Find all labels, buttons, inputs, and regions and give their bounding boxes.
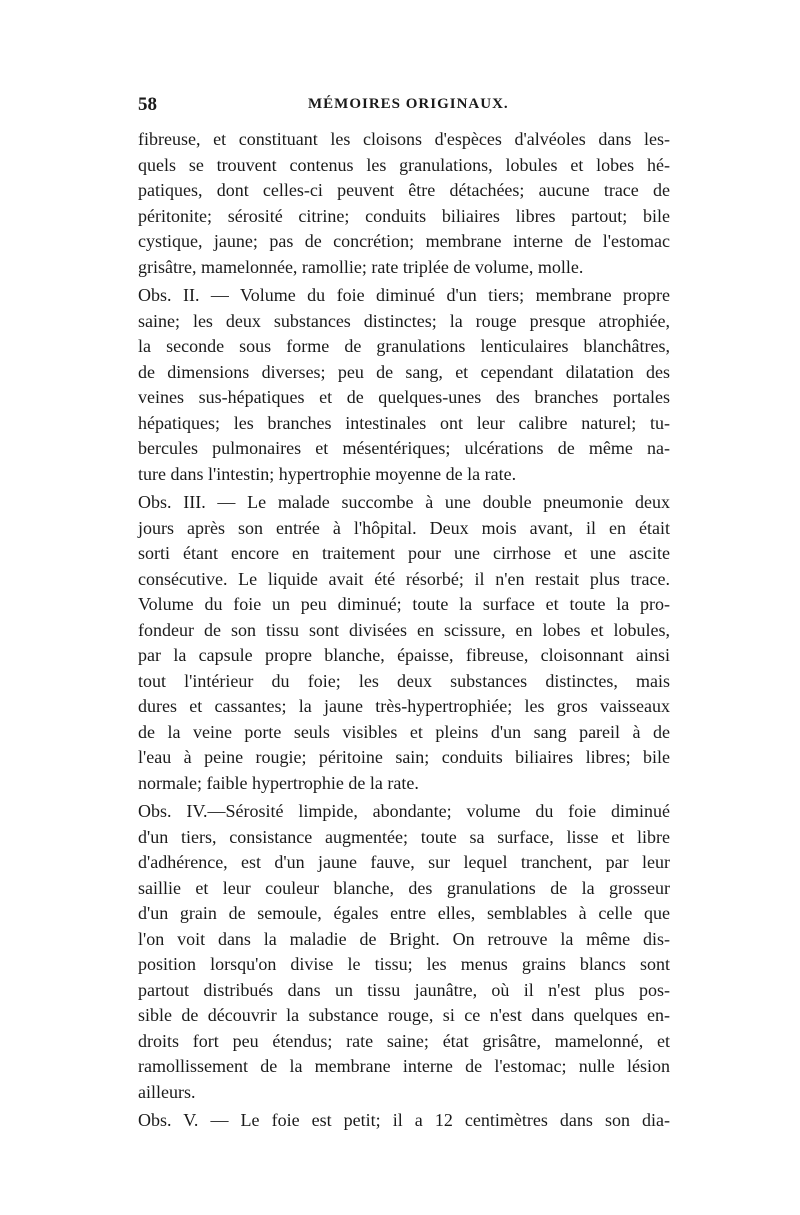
text-line: partout distribués dans un tissu jaunâtre, où il n'est plus pos- bbox=[138, 979, 670, 1000]
text-line: bercules pulmonaires et mésentériques; ulcérations de même na- bbox=[138, 438, 670, 458]
text-line: Obs. V. — Le foie est petit; il a 12 centimètres dans son dia- bbox=[138, 1110, 670, 1130]
text-line: position lorsqu'on divise le tissu; les menus grains blancs sont bbox=[138, 954, 670, 974]
paragraph-obs-5 bbox=[138, 1108, 670, 1134]
text-line: d'un tiers, consistance augmentée; toute sa surface, lisse et libre bbox=[138, 826, 670, 847]
text-line: hépatiques; les branches intestinales ont leur calibre naturel; tu- bbox=[138, 412, 670, 433]
paragraph-obs-4 bbox=[138, 799, 670, 1105]
page-number: 58 bbox=[138, 94, 157, 115]
text-line: fibreuse, et constituant les cloisons d'espèces d'alvéoles dans les- bbox=[138, 129, 670, 149]
text-line: ramollissement de la membrane interne de l'estomac; nulle lésion bbox=[138, 1056, 670, 1076]
text-line: droits fort peu étendus; rate saine; état grisâtre, mamelonné, et bbox=[138, 1030, 670, 1051]
running-title: MÉMOIRES ORIGINAUX. bbox=[308, 96, 509, 112]
text-line: fondeur de son tissu sont divisées en scissure, en lobes et lobules, bbox=[138, 619, 670, 640]
text-line: par la capsule propre blanche, épaisse, fibreuse, cloisonnant ainsi bbox=[138, 645, 670, 665]
text-line: d'adhérence, est d'un jaune fauve, sur lequel tranchent, par leur bbox=[138, 852, 670, 872]
text-line: patiques, dont celles-ci peuvent être détachées; aucune trace de bbox=[138, 180, 670, 200]
text-line: de la veine porte seuls visibles et pleins d'un sang pareil à de bbox=[138, 721, 670, 742]
paragraph-obs-3 bbox=[138, 490, 670, 796]
text-line: quels se trouvent contenus les granulations, lobules et lobes hé- bbox=[138, 154, 670, 175]
text-line: grisâtre, mamelonnée, ramollie; rate triplée de volume, molle. bbox=[138, 256, 584, 277]
text-line: sible de découvrir la substance rouge, si ce n'est dans quelques en- bbox=[138, 1005, 670, 1025]
paragraph-obs-2 bbox=[138, 283, 670, 487]
running-header bbox=[138, 94, 670, 118]
text-line: Obs. IV.—Sérosité limpide, abondante; volume du foie diminué bbox=[138, 801, 670, 821]
text-line: Obs. III. — Le malade succombe à une double pneumonie deux bbox=[138, 492, 670, 512]
text-line: tout l'intérieur du foie; les deux substances distinctes, mais bbox=[138, 670, 670, 691]
text-line: la seconde sous forme de granulations lenticulaires blanchâtres, bbox=[138, 336, 670, 356]
text-line: ailleurs. bbox=[138, 1081, 196, 1102]
paragraph bbox=[138, 127, 670, 280]
text-line: dures et cassantes; la jaune très-hypertrophiée; les gros vaisseaux bbox=[138, 696, 670, 716]
text-line: Obs. II. — Volume du foie diminué d'un tiers; membrane propre bbox=[138, 285, 670, 305]
text-line: veines sus-hépatiques et de quelques-unes des branches portales bbox=[138, 387, 670, 407]
text-line: ture dans l'intestin; hypertrophie moyenne de la rate. bbox=[138, 463, 517, 484]
text-line: sorti étant encore en traitement pour une cirrhose et une ascite bbox=[138, 543, 670, 563]
text-line: l'on voit dans la maladie de Bright. On retrouve la même dis- bbox=[138, 928, 670, 949]
text-line: d'un grain de semoule, égales entre elles, semblables à celle que bbox=[138, 903, 670, 923]
text-line: normale; faible hypertrophie de la rate. bbox=[138, 772, 419, 793]
text-line: Volume du foie un peu diminué; toute la surface et toute la pro- bbox=[138, 594, 670, 614]
text-line: cystique, jaune; pas de concrétion; membrane interne de l'estomac bbox=[138, 231, 670, 251]
text-line: jours après son entrée à l'hôpital. Deux mois avant, il en était bbox=[138, 517, 670, 538]
body-text bbox=[138, 127, 670, 1134]
text-line: péritonite; sérosité citrine; conduits biliaires libres partout; bile bbox=[138, 205, 670, 226]
text-line: l'eau à peine rougie; péritoine sain; conduits biliaires libres; bile bbox=[138, 747, 670, 767]
text-line: saine; les deux substances distinctes; la rouge presque atrophiée, bbox=[138, 310, 670, 331]
text-line: de dimensions diverses; peu de sang, et cependant dilatation des bbox=[138, 361, 670, 382]
text-line: saillie et leur couleur blanche, des granulations de la grosseur bbox=[138, 877, 670, 898]
text-line: consécutive. Le liquide avait été résorbé; il n'en restait plus trace. bbox=[138, 568, 670, 589]
